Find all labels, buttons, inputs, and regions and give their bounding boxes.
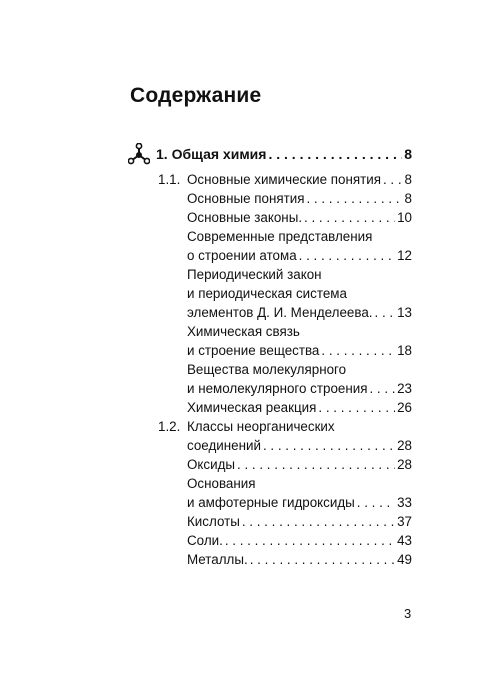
toc-entry-line <box>187 474 412 493</box>
page-number: 3 <box>404 606 412 621</box>
toc-entry-title: элементов Д. И. Менделеева. <box>187 305 373 320</box>
toc-entry-line <box>187 284 412 303</box>
toc-entry-page: 8 <box>404 172 412 187</box>
toc-entry-line[interactable] <box>187 493 412 512</box>
toc-entry-page: 12 <box>397 248 412 263</box>
toc-entry-page: 28 <box>397 457 412 472</box>
toc-entry-page: 23 <box>397 381 412 396</box>
toc-entry-line[interactable] <box>187 455 412 474</box>
toc-chapter[interactable] <box>156 145 412 164</box>
molecule-icon <box>128 143 150 165</box>
leader-dots <box>304 208 395 227</box>
leader-dots <box>250 550 395 569</box>
leader-dots <box>383 170 403 189</box>
toc-entry-page: 37 <box>397 514 412 529</box>
toc-entry-page: 18 <box>397 343 412 358</box>
leader-dots <box>225 531 395 550</box>
leader-dots <box>268 145 402 164</box>
toc-entry-line[interactable] <box>187 303 412 322</box>
leader-dots <box>318 398 395 417</box>
toc-entry-title: Основные понятия <box>187 191 305 206</box>
toc-entry-line <box>187 322 412 341</box>
toc-entry-line[interactable] <box>187 550 412 569</box>
toc-entry-title: Кислоты <box>187 514 240 529</box>
toc-entry-title: и строение вещества <box>187 343 320 358</box>
toc-entry-line[interactable] <box>158 170 412 189</box>
toc-entry-line[interactable] <box>187 379 412 398</box>
leader-dots <box>369 379 395 398</box>
toc-entry-page: 8 <box>404 191 412 206</box>
toc-entry-title: Химическая реакция <box>187 400 317 415</box>
toc-entry-page: 28 <box>397 438 412 453</box>
toc-entry-title: и периодическая система <box>187 286 347 301</box>
chapter-page: 8 <box>404 146 412 162</box>
toc-entry-line[interactable] <box>187 341 412 360</box>
toc-entry-title: Современные представления <box>187 229 373 244</box>
toc-entry-page: 33 <box>397 495 412 510</box>
toc-entry-line[interactable] <box>187 531 412 550</box>
toc-entry-title: Классы неорганических <box>187 419 335 434</box>
toc-entry-page: 10 <box>397 210 412 225</box>
leader-dots <box>321 341 395 360</box>
leader-dots <box>299 246 395 265</box>
toc-entry-title: Вещества молекулярного <box>187 362 347 377</box>
toc-entry-line[interactable] <box>187 512 412 531</box>
toc-entry-line[interactable] <box>187 246 412 265</box>
toc-entry-title: о строении атома <box>187 248 297 263</box>
section-number: 1.2. <box>158 419 181 434</box>
toc-entry-line <box>187 360 412 379</box>
leader-dots <box>263 436 395 455</box>
toc-entry-page: 13 <box>397 305 412 320</box>
section-number: 1.1. <box>158 172 181 187</box>
toc-entry-line[interactable] <box>187 436 412 455</box>
toc-entry-title: и немолекулярного строения <box>187 381 368 396</box>
toc-entry-title: Химическая связь <box>187 324 300 339</box>
toc-entry-page: 26 <box>397 400 412 415</box>
chapter-label: 1. Общая химия <box>156 146 267 162</box>
toc-entry-line[interactable] <box>187 398 412 417</box>
leader-dots <box>306 189 402 208</box>
toc-entry-title: Основания <box>187 476 256 491</box>
toc-entry-line <box>158 417 412 436</box>
toc-entry-title: Основные законы. <box>187 210 303 225</box>
toc-entry-title: соединений <box>187 438 261 453</box>
leader-dots <box>242 512 395 531</box>
toc-entry-title: Периодический закон <box>187 267 322 282</box>
toc-entry-title: Оксиды <box>187 457 236 472</box>
toc-entry-title: Основные химические понятия <box>187 172 381 187</box>
toc-entry-line <box>187 265 412 284</box>
toc-entry-line[interactable] <box>187 189 412 208</box>
toc-entry-title: Металлы. <box>187 552 248 567</box>
leader-dots <box>357 493 395 512</box>
page-title: Содержание <box>130 84 262 107</box>
toc-entry-line <box>187 227 412 246</box>
toc-entry-title: Соли. <box>187 533 223 548</box>
leader-dots <box>237 455 395 474</box>
toc-entry-line[interactable] <box>187 208 412 227</box>
toc-entry-page: 43 <box>397 533 412 548</box>
leader-dots <box>375 303 396 322</box>
toc-entry-title: и амфотерные гидроксиды <box>187 495 355 510</box>
toc-entry-page: 49 <box>397 552 412 567</box>
